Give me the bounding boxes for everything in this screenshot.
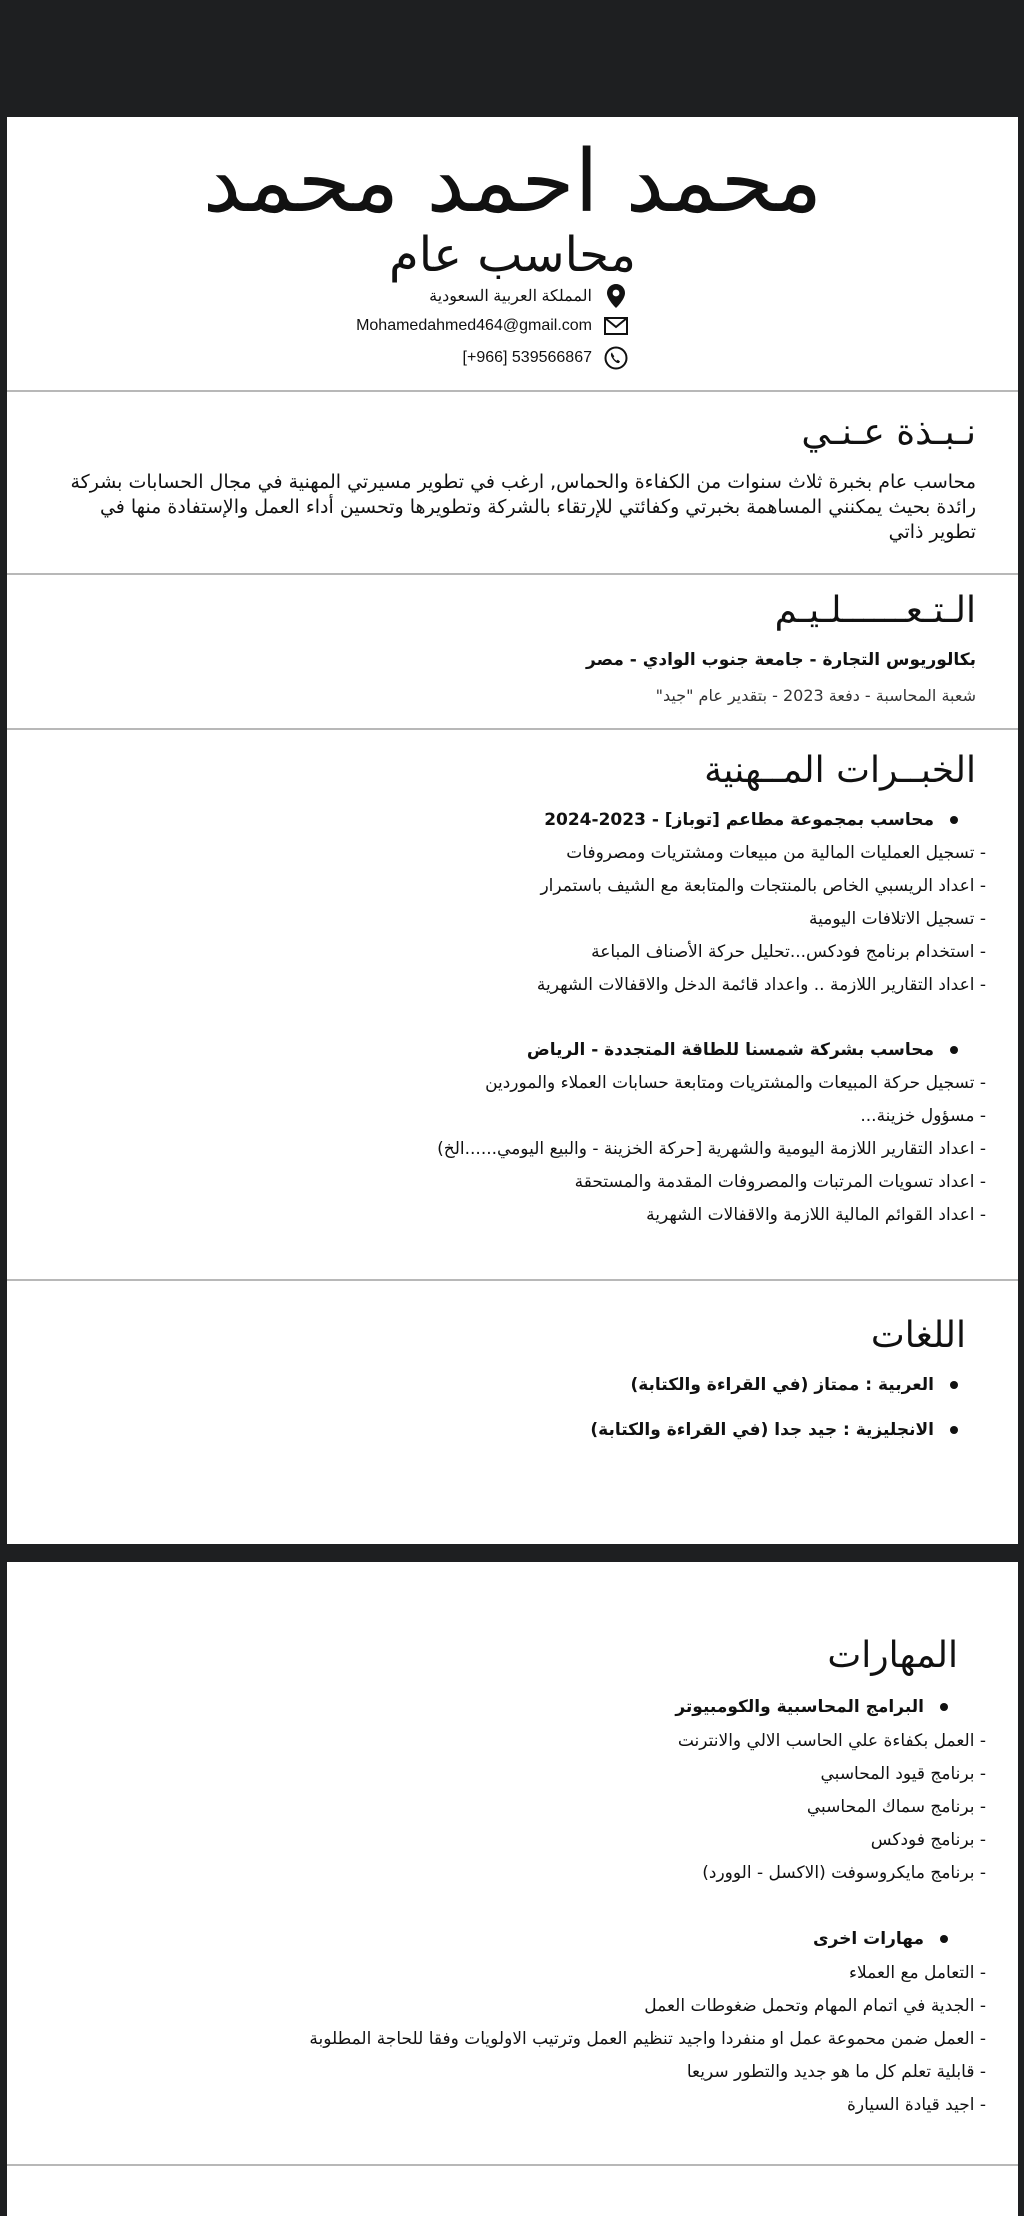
experience-heading: الخبــرات المــهنية [704,750,976,791]
location-pin-icon [604,284,628,308]
bullet-dot [940,1703,948,1711]
skills-group-title: البرامج المحاسبية والكومبيوتر [675,1696,960,1718]
education-heading: الـتـعــــــلـيـم [774,590,976,631]
bullet-dot [950,1046,958,1054]
job-1-task: - تسجيل الاتلافات اليومية [809,909,986,929]
education-details: شعبة المحاسبة - دفعة 2023 - بتقدير عام "جيد" [655,686,976,705]
language-item: الانجليزية : جيد جدا (في القراءة والكتابة) [590,1419,970,1441]
bullet-dot [950,1426,958,1434]
job-1-task: - اعداد الريسبي الخاص بالمنتجات والمتابعة مع الشيف باستمرار [540,876,986,896]
candidate-name: محمد احمد محمد [202,132,823,232]
job-1-task: - اعداد التقارير اللازمة .. واعداد قائمة الدخل والاقفالات الشهرية [536,975,986,995]
job-1-task: - تسجيل العمليات المالية من مبيعات ومشتريات ومصروفات [566,843,986,863]
phone-text[interactable]: [+966] 539566867 [462,349,592,366]
divider [7,2164,1018,2166]
bullet-dot [940,1935,948,1943]
email-text[interactable]: Mohamedahmed464@gmail.com [356,317,592,334]
skill-item: - قابلية تعلم كل ما هو جديد والتطور سريعا [686,2062,986,2082]
bullet-dot [950,816,958,824]
job-2-task: - اعداد تسويات المرتبات والمصروفات المقدمة والمستحقة [574,1172,986,1192]
skill-item: - الجدية في اتمام المهام وتحمل ضغوطات العمل [644,1996,986,2016]
envelope-icon [604,314,628,338]
skill-item: - العمل ضمن محموعة عمل او منفردا واجيد تنظيم العمل وترتيب الاولويات وفقا للحاجة المطلوبة [309,2029,986,2049]
about-heading: نـبـذة عـنـي [801,412,976,453]
job-2-task: - اعداد القوائم المالية اللازمة والاقفالات الشهرية [646,1205,986,1225]
skill-item: - اجيد قيادة السيارة [846,2095,986,2115]
skill-item: - برنامج مايكروسوفت (الاكسل - الوورد) [702,1863,986,1883]
job-1-task: - استخدام برنامج فودكس...تحليل حركة الأصناف المباعة [591,942,986,962]
skill-item: - التعامل مع العملاء [849,1963,986,1983]
skill-item: - برنامج قيود المحاسبي [820,1764,986,1784]
job-2-task: - مسؤول خزينة... [860,1106,986,1126]
contact-phone [463,346,628,370]
about-text: محاسب عام بخبرة ثلاث سنوات من الكفاءة والحماس, ارغب في تطوير مسيرتي المهنية في مجال الحسابات بشركة رائدة بحيث يمكنني المساهمة بخبرتي وكفائتي للإرتقاء بالشركة وتطويرها وتحسين أداء العمل والإستفادة منها في تطوير ذاتي [70,471,976,543]
skill-item: - برنامج فودكس [870,1830,986,1850]
education-degree: بكالوريوس التجارة - جامعة جنوب الوادي - مصر [586,650,976,670]
skill-item: - برنامج سماك المحاسبي [806,1797,986,1817]
divider [7,390,1018,392]
bullet-dot [950,1381,958,1389]
location-text: المملكة العربية السعودية [429,288,592,305]
languages-heading: اللغات [870,1315,966,1356]
cv-page-1 [7,117,1018,1544]
job-title: محاسب عام [389,227,636,283]
job-2-task: - اعداد التقارير اللازمة اليومية والشهرية [حركة الخزينة - والبيع اليومي......الخ) [437,1139,986,1159]
contact-email [356,314,628,338]
job-title-2: محاسب بشركة شمسنا للطاقة المتجددة - الرياض [527,1039,970,1061]
language-item: العربية : ممتاز (في القراءة والكتابة) [630,1374,970,1396]
contact-location [429,284,628,308]
skills-group-title: مهارات اخرى [813,1928,960,1950]
job-title-1: محاسب بمجموعة مطاعم [توباز] - 2023-2024 [544,809,970,831]
divider [7,1279,1018,1281]
job-2-task: - تسجيل حركة المبيعات والمشتريات ومتابعة حسابات العملاء والموردين [485,1073,986,1093]
skill-item: - العمل بكفاءة علي الحاسب الالي والانترنت [677,1731,986,1751]
divider [7,573,1018,575]
cv-page-2 [7,1562,1018,2216]
skills-heading: المهارات [827,1635,958,1676]
phone-icon [604,346,628,370]
divider [7,728,1018,730]
